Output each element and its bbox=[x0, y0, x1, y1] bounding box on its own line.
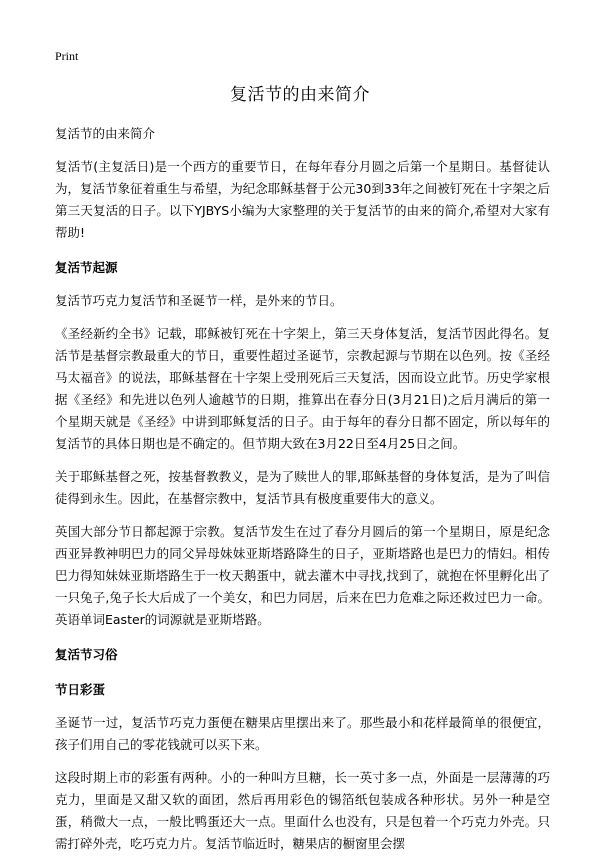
article-subtitle: 复活节的由来简介 bbox=[55, 126, 156, 141]
origin-paragraph-2: 《圣经新约全书》记载，耶稣被钉死在十字架上，第三天身体复活，复活节因此得名。复活节是基督宗教最重大的节日，重要性超过圣诞节，宗教起源与节期在以色列。按《圣经马太福音》的说法，耶稣基督在十字架上受刑死后三天复活，因而设立此节。历史学家根据《圣经》和先进以色列人逾越节的日期，推算出在春分日(3月21日)之后月满后的第一个星期天就是《圣经》中讲到耶稣复活的日子。由于每年的春分日都不固定，所以每年的复活节的具体日期也是不确定的。但节期大致在3月22日至4月25日之间。 bbox=[55, 326, 550, 451]
section-heading-origin: 复活节起源 bbox=[55, 260, 118, 275]
print-link[interactable]: Print bbox=[55, 49, 79, 63]
origin-paragraph-3: 关于耶稣基督之死，按基督教教义，是为了赎世人的罪,耶稣基督的身体复活，是为了叫信徒得到永生。因此，在基督宗教中，复活节具有极度重要伟大的意义。 bbox=[55, 469, 550, 506]
section-heading-customs: 复活节习俗 bbox=[55, 647, 118, 662]
eggs-paragraph-2: 这段时期上市的彩蛋有两种。小的一种叫方旦糖，长一英寸多一点，外面是一层薄薄的巧克力，里面是又甜又软的面团，然后再用彩色的锡箔纸包装成各种形状。另外一种是空蛋，稍微大一点，一般比鸭蛋还大一点。里面什么也没有，只是包着一个巧克力外壳。只需打碎外壳，吃巧克力片。复活节临近时，糖果店的橱窗里会摆 bbox=[55, 770, 550, 851]
eggs-paragraph-1: 圣诞节一过，复活节巧克力蛋便在糖果店里摆出来了。那些最小和花样最简单的很便宜，孩子们用自己的零花钱就可以买下来。 bbox=[55, 715, 550, 752]
article-body bbox=[55, 123, 550, 866]
section-heading-easter-eggs: 节日彩蛋 bbox=[55, 682, 106, 697]
origin-paragraph-4: 英国大部分节日都起源于宗教。复活节发生在过了春分月圆后的第一个星期日，原是纪念西亚异教神明巴力的同父异母妹妹亚斯塔路降生的日子，亚斯塔路也是巴力的情妇。相传巴力得知妹妹亚斯塔路生于一枚天鹅蛋中，就去灌木中寻找,找到了，就抱在怀里孵化出了一只兔子,兔子长大后成了一个美女，和巴力同居，后来在巴力危难之际还救过巴力一命。英语单词Easter的词源就是亚斯塔路。 bbox=[55, 524, 550, 627]
page-title: 复活节的由来简介 bbox=[230, 85, 370, 105]
origin-paragraph-1: 复活节巧克力复活节和圣诞节一样，是外来的节日。 bbox=[55, 293, 343, 308]
intro-paragraph: 复活节(主复活日)是一个西方的重要节日，在每年春分月圆之后第一个星期日。基督徒认为，复活节象征着重生与希望，为纪念耶稣基督于公元30到33年之间被钉死在十字架之后第三天复活的日子。以下YJBYS小编为大家整理的关于复活节的由来的简介,希望对大家有帮助! bbox=[55, 159, 550, 240]
